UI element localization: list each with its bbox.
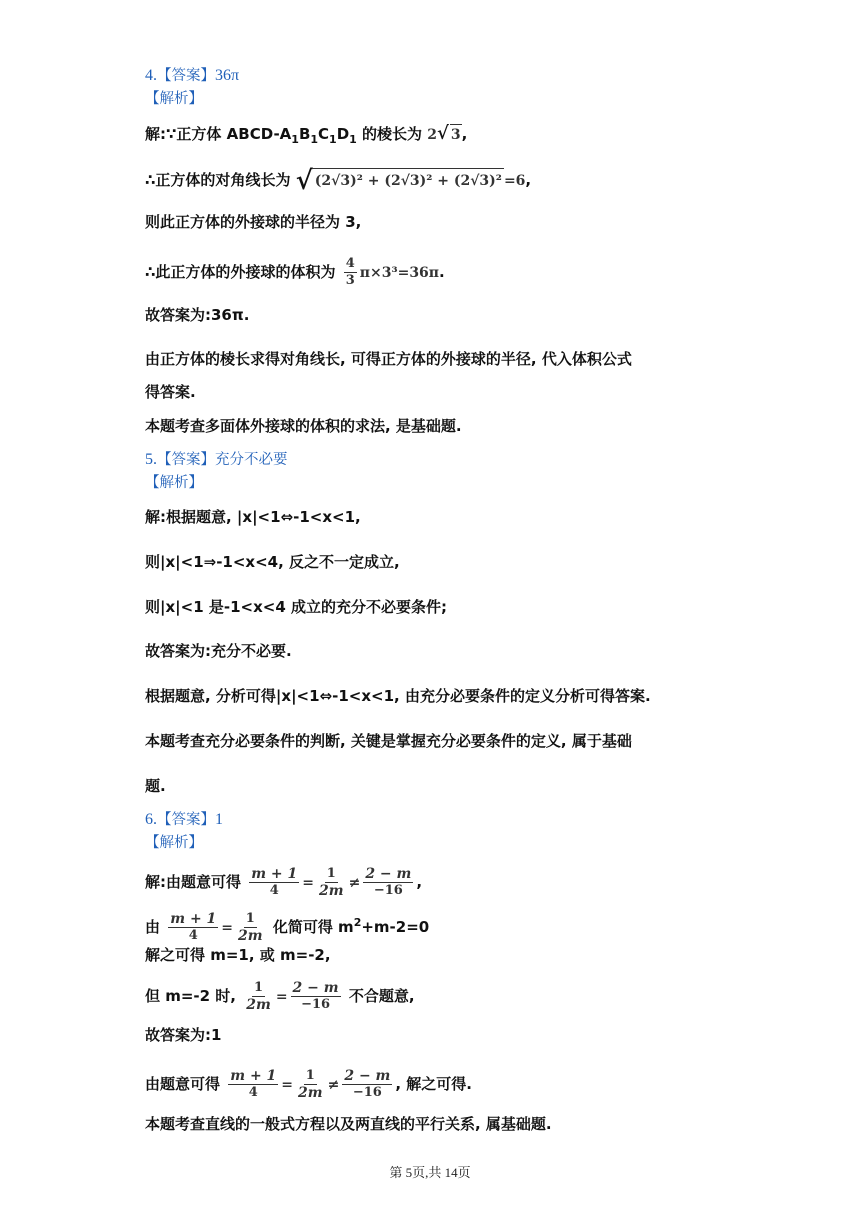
- q6-answer-heading: 6.【答案】1: [145, 811, 223, 828]
- q5-line-1: 解:根据题意, |x|<1⇔-1<x<1,: [145, 508, 361, 526]
- q5-line-2: 则|x|<1⇒-1<x<4, 反之不一定成立,: [145, 553, 400, 571]
- q4-line-4: ∴此正方体的外接球的体积为 $\frac{4}{3}$ π×3³=36π.: [145, 256, 445, 288]
- q5-line-3: 则|x|<1 是-1<x<4 成立的充分不必要条件;: [145, 598, 447, 616]
- q4-line-7: 得答案.: [145, 383, 196, 401]
- q4-line-6: 由正方体的棱长求得对角线长, 可得正方体的外接球的半径, 代入体积公式: [145, 350, 632, 368]
- q6-line-7: 本题考查直线的一般式方程以及两直线的平行关系, 属基础题.: [145, 1115, 552, 1133]
- page-footer: 第 5页,共 14页: [389, 1165, 471, 1180]
- q6-line-6: 由题意可得 $\frac{m + 1}{4}$ = $\frac{1}{2m}$ ≠ $\frac{2 - m}{-16}$ , 解之可得.: [145, 1068, 472, 1101]
- q4-diagonal-expression: (2√3)² + (2√3)² + (2√3)²: [313, 168, 504, 191]
- q6-line-2: 由 $\frac{m + 1}{4}$ = $\frac{1}{2m}$ 化简可得 $m^2+m-2=0$: [145, 911, 430, 944]
- q4-fraction-4-3: $\frac{4}{3}$: [345, 256, 355, 288]
- q5-line-7: 题.: [145, 777, 166, 795]
- q5-answer-heading: 5.【答案】充分不必要: [145, 451, 288, 468]
- q5-analysis-tag: 【解析】: [145, 475, 203, 491]
- q5-line-4: 故答案为:充分不必要.: [145, 642, 292, 660]
- q5-line-5: 根据题意, 分析可得|x|<1⇔-1<x<1, 由充分必要条件的定义分析可得答案.: [145, 687, 651, 705]
- q4-line-1: 解:∵正方体 ABCD-$A_1B_1C_1D_1$ 的棱长为 2√ 3,: [145, 123, 468, 146]
- q4-line-2: ∴正方体的对角线长为 √ (2√3)² + (2√3)² + (2√3)² =6,: [145, 166, 532, 196]
- q4-line-8: 本题考查多面体外接球的体积的求法, 是基础题.: [145, 417, 462, 435]
- q6-line-1: 解:由题意可得 $\frac{m + 1}{4}$ = $\frac{1}{2m}$ ≠ $\frac{2 - m}{-16}$ ,: [145, 866, 423, 899]
- q6-analysis-tag: 【解析】: [145, 835, 203, 851]
- q4-line-3: 则此正方体的外接球的半径为 3,: [145, 213, 362, 231]
- q4-answer-heading: 4.【答案】36π: [145, 67, 240, 84]
- q6-line-4: 但 m=-2 时, $\frac{1}{2m}$ = $\frac{2 - m}{-16}$ 不合题意,: [145, 980, 415, 1013]
- q6-line-5: 故答案为:1: [145, 1026, 222, 1044]
- q4-analysis-tag: 【解析】: [145, 91, 203, 107]
- q5-line-6: 本题考查充分必要条件的判断, 关键是掌握充分必要条件的定义, 属于基础: [145, 732, 632, 750]
- q6-line-3: 解之可得 m=1, 或 m=-2,: [145, 946, 331, 964]
- q4-line-5: 故答案为:36π.: [145, 306, 250, 324]
